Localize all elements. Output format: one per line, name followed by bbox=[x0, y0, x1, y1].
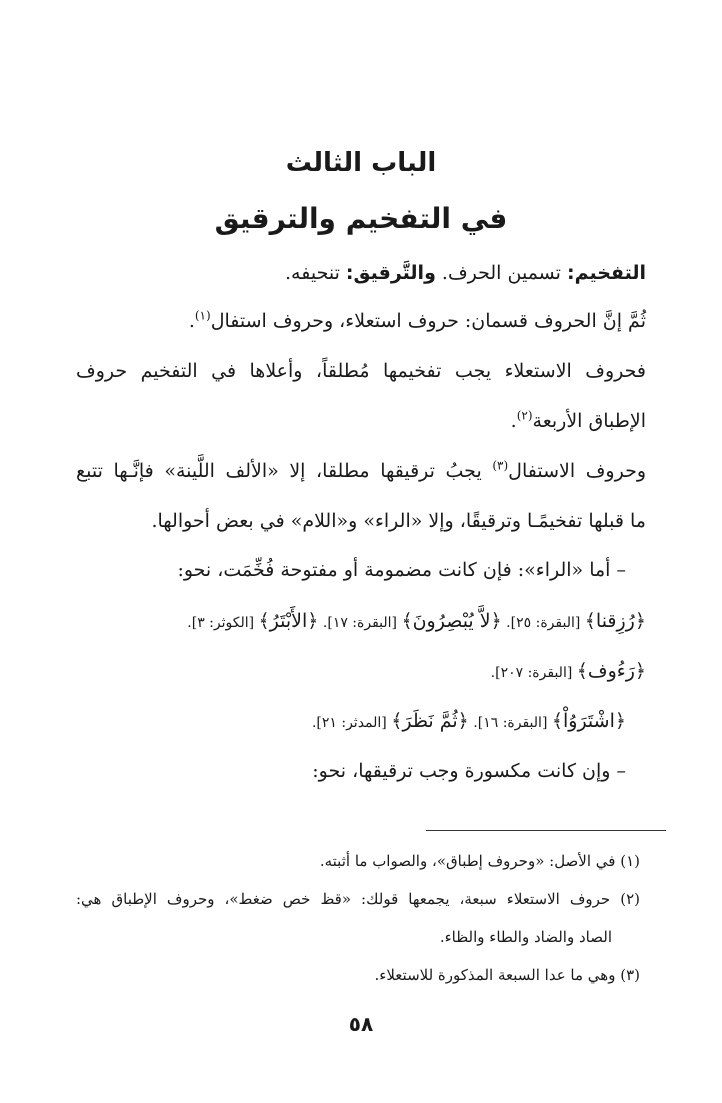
footnote-2-line-1: (٢) حروف الاستعلاء سبعة، يجمعها قولك: «قظ خص ضغط»، وحروف الإطباق هي: bbox=[76, 890, 640, 908]
paragraph-1-text: ثُمَّ إنَّ الحروف قسمان: حروف استعلاء، وحروف استفال bbox=[210, 310, 646, 332]
paragraph-4: ما قبلها تفخيمًـا وترقيقًا، وإلا «الراء» و«اللام» في بعض أحوالها. bbox=[151, 510, 646, 532]
footnote-2-line-2: الصاد والضاد والطاء والظاء. bbox=[439, 928, 612, 946]
paragraph-3 bbox=[76, 460, 646, 482]
paragraph-3-rest: يجبُ ترقيقها مطلقا، إلا «الألف اللَّينة» فإنَّـها تتبع bbox=[76, 460, 493, 482]
footnote-1: (١) في الأصل: «وحروف إطباق»، والصواب ما أثبته. bbox=[319, 852, 640, 870]
quran-word-3: ﴿الأَبْتَرُ﴾ bbox=[258, 610, 319, 632]
verse-ref-6: [المدثر: ٢١]. bbox=[311, 715, 392, 731]
footnote-3: (٣) وهي ما عدا السبعة المذكورة للاستعلاء. bbox=[374, 966, 640, 984]
paragraph-2-line-1: فحروف الاستعلاء يجب تفخيمها مُطلقاً، وأعلاها في التفخيم حروف bbox=[76, 360, 646, 382]
chapter-subheading: في التفخيم والترقيق bbox=[214, 202, 508, 235]
def-text-1: تسمين الحرف. bbox=[435, 262, 567, 284]
quran-word-1: ﴿رُزِقنا﴾ bbox=[584, 610, 646, 632]
quran-word-4: ﴿رَءُوف﴾ bbox=[576, 660, 646, 682]
term-tafkhim: التفخيم: bbox=[566, 262, 646, 284]
verse-ref-4: [البقرة: ٢٠٧]. bbox=[490, 665, 577, 681]
example-line-3 bbox=[312, 710, 626, 732]
footnote-ref-2[interactable]: (٢) bbox=[516, 408, 533, 423]
definition-line bbox=[285, 262, 646, 284]
footnote-ref-3[interactable]: (٣) bbox=[492, 458, 509, 473]
quran-word-2: ﴿لاَّ يُبْصِرُونَ﴾ bbox=[401, 610, 502, 632]
chapter-heading: الباب الثالث bbox=[285, 148, 437, 178]
term-tarqiq: والتَّرقيق: bbox=[345, 262, 436, 284]
page-number: ٥٨ bbox=[348, 1012, 374, 1036]
verse-ref-2: [البقرة: ١٧]. bbox=[318, 615, 402, 631]
def-text-2: تنحيفه. bbox=[285, 262, 346, 284]
verse-ref-5: [البقرة: ١٦]. bbox=[468, 715, 552, 731]
footnote-separator bbox=[426, 830, 666, 831]
paragraph-1 bbox=[189, 310, 646, 332]
paragraph-2-line-2 bbox=[511, 410, 646, 432]
paragraph-6: – وإن كانت مكسورة وجب ترقيقها، نحو: bbox=[312, 760, 626, 782]
example-line-2 bbox=[491, 660, 646, 682]
paragraph-2-end: . bbox=[510, 410, 517, 432]
paragraph-3-start: وحروف الاستفال bbox=[508, 460, 646, 482]
verse-ref-3: [الكوثر: ٣]. bbox=[187, 615, 259, 631]
example-line-1 bbox=[187, 610, 646, 632]
paragraph-1-end: . bbox=[188, 310, 195, 332]
footnote-ref-1[interactable]: (١) bbox=[194, 308, 211, 323]
quran-word-5: ﴿اشْتَرَوُاْ﴾ bbox=[551, 710, 626, 732]
verse-ref-1: [البقرة: ٢٥]. bbox=[501, 615, 585, 631]
paragraph-2-text: الإطباق الأربعة bbox=[532, 410, 646, 432]
quran-word-6: ﴿ثُمَّ نَظَرَ﴾ bbox=[391, 710, 469, 732]
paragraph-5: – أما «الراء»: فإن كانت مضمومة أو مفتوحة فُخِّمَت، نحو: bbox=[177, 559, 626, 581]
